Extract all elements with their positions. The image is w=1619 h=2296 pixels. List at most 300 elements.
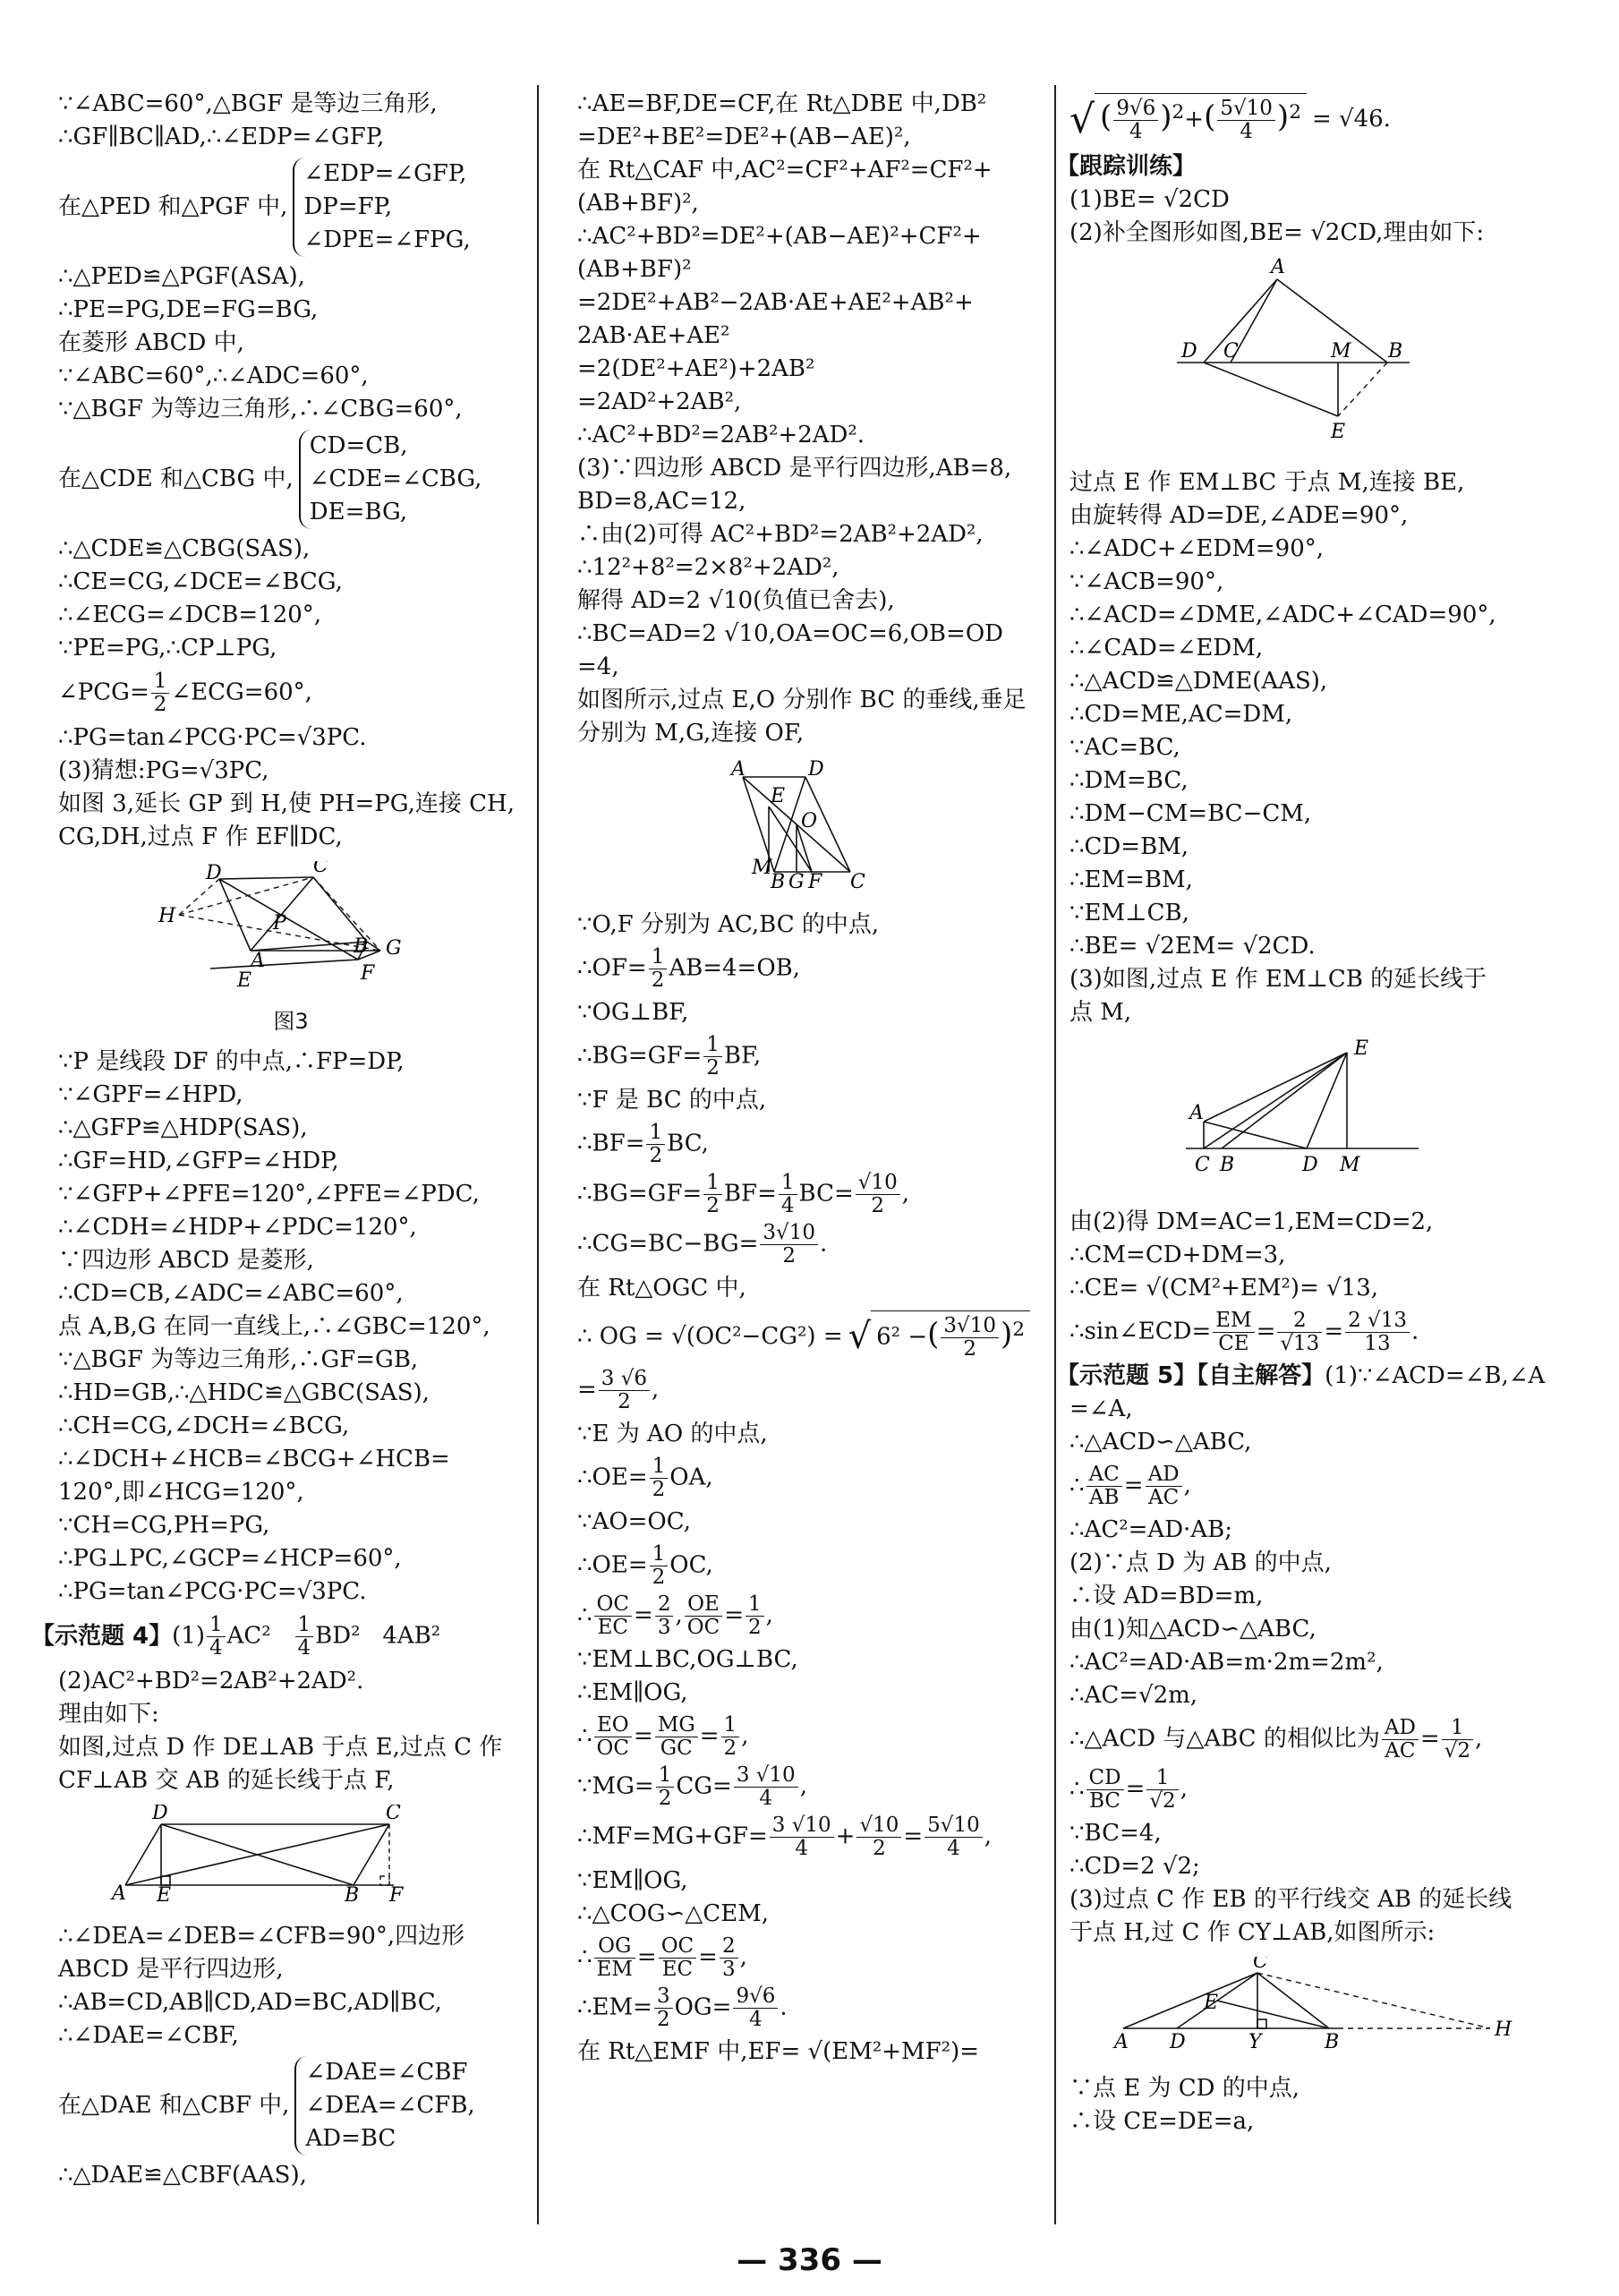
text-line: 解得 AD=2 √10(负值已舍去), xyxy=(577,587,895,614)
text-line: (3)猜想:PG=√3PC, xyxy=(58,757,269,784)
text-line xyxy=(577,1814,1047,1860)
text-line: ∴12²+8²=2×8²+2AD², xyxy=(577,554,839,581)
text-line: ∴∠ACD=∠DME,∠ADC+∠CAD=90°, xyxy=(1069,602,1496,629)
fig8-label: H xyxy=(1495,2019,1512,2042)
text-span: = xyxy=(1324,1318,1344,1345)
fraction-numerator: 1 xyxy=(151,670,170,694)
fig4-label: F xyxy=(389,1884,404,1903)
fig5-label: O xyxy=(801,810,818,832)
text-line: ∵△BGF 为等边三角形,∴∠CBG=60°, xyxy=(58,396,463,422)
fraction-numerator: 5√10 xyxy=(925,1814,983,1838)
fraction-numerator: AD xyxy=(1382,1717,1419,1740)
fraction-numerator: 2 xyxy=(1277,1310,1322,1333)
text-line: ∴AB=CD,AB∥CD,AD=BC,AD∥BC, xyxy=(58,1989,442,2016)
fraction-numerator: OC xyxy=(659,1935,696,1959)
text-line xyxy=(577,1985,1047,2031)
text-line: 如图,过点 D 作 DE⊥AB 于点 E,过点 C 作 xyxy=(58,1734,503,1761)
text-span: ∴ OG = √(OC²−CG²) = xyxy=(577,1322,843,1350)
fraction-numerator: 1 xyxy=(207,1614,226,1637)
text-line xyxy=(1069,1717,1544,1763)
text-line xyxy=(577,1368,1047,1413)
text-span: , xyxy=(901,1180,909,1208)
text-line: ∵EM∥OG, xyxy=(577,1867,688,1895)
fraction-denominator: 4 xyxy=(209,1636,223,1660)
fraction-numerator: 3√10 xyxy=(760,1222,818,1245)
brace-line: ∠DAE=∠CBF xyxy=(305,2059,468,2086)
text-span: , xyxy=(1183,1472,1191,1499)
radicand xyxy=(871,1310,1030,1362)
text-line: ∵F 是 BC 的中点, xyxy=(577,1087,767,1114)
fraction xyxy=(703,1034,722,1080)
text-line: ∴∠DAE=∠CBF, xyxy=(58,2022,239,2049)
text-line: ∴△ACD≌△DME(AAS), xyxy=(1069,668,1328,696)
text-span: ∴BF= xyxy=(577,1130,645,1157)
fraction-denominator: 2 xyxy=(652,1566,666,1590)
fraction-numerator: 1 xyxy=(721,1714,740,1737)
fraction-numerator: √10 xyxy=(856,1172,900,1195)
paren: ( xyxy=(1204,98,1216,135)
fraction xyxy=(646,1122,665,1167)
text-line: (3)过点 C 作 EB 的平行线交 AB 的延长线 xyxy=(1069,1886,1512,1914)
fraction xyxy=(1213,1310,1254,1355)
fraction xyxy=(655,1714,698,1760)
text-line: ∴DM=BC, xyxy=(1069,767,1189,795)
text-line: 于点 H,过 C 作 CY⊥AB,如图所示: xyxy=(1069,1919,1436,1947)
section-heading: 【跟踪训练】 xyxy=(1056,153,1197,181)
text-line: ∴∠DEA=∠DEB=∠CFB=90°,四边形 xyxy=(58,1923,465,1950)
fraction-denominator: 4 xyxy=(749,2008,763,2032)
text-span: OC, xyxy=(669,1551,713,1579)
text-line: =2AD²+2AB², xyxy=(577,388,742,415)
text-line: 过点 E 作 EM⊥BC 于点 M,连接 BE, xyxy=(1069,469,1465,497)
fraction-numerator: 1 xyxy=(746,1593,764,1617)
text-line xyxy=(577,1593,1047,1639)
fraction xyxy=(1217,98,1275,143)
text-line: ∴DM−CM=BC−CM, xyxy=(1069,800,1312,828)
text-line: ∵O,F 分别为 AC,BC 的中点, xyxy=(577,911,880,938)
fig5-label: B xyxy=(771,871,786,892)
text-line: 由(2)得 DM=AC=1,EM=CD=2, xyxy=(1069,1208,1434,1236)
fraction-denominator: 2 xyxy=(706,1056,720,1080)
fraction-denominator: CE xyxy=(1218,1332,1249,1356)
fig3-label: G xyxy=(386,937,402,960)
text-span: = √46. xyxy=(1311,105,1391,132)
page-number: — 336 — xyxy=(737,2242,882,2278)
text-line: ∴BC=AD=2 √10,OA=OC=6,OB=OD xyxy=(577,620,1003,647)
example-tag: 【示范题 4】 xyxy=(31,1622,173,1650)
fig6-label: B xyxy=(1388,340,1403,363)
text-line: ∴AC²+BD²=2AB²+2AD². xyxy=(577,422,865,448)
text-span: , xyxy=(799,1772,807,1800)
text-line: ∵四边形 ABCD 是菱形, xyxy=(58,1247,314,1274)
text-line: ∵BC=4, xyxy=(1069,1820,1162,1848)
text-line: ∴∠CAD=∠EDM, xyxy=(1069,635,1264,662)
text-span: ∴BG=GF= xyxy=(577,1180,703,1208)
fraction-numerator: 3√10 xyxy=(941,1315,999,1338)
paren: ( xyxy=(927,1316,940,1353)
text-line xyxy=(577,1714,1047,1760)
text-line: ∴EM∥OG, xyxy=(577,1679,688,1707)
text-span: , xyxy=(1180,1775,1188,1803)
fraction-denominator: 4 xyxy=(1129,120,1143,144)
fraction-numerator: 3 xyxy=(654,1985,673,2009)
fig8-label: E xyxy=(1204,1992,1219,2015)
fig7-label: B xyxy=(1220,1154,1235,1177)
text-span: , xyxy=(741,1722,749,1750)
text-line: ∵OG⊥BF, xyxy=(577,999,689,1026)
radicand xyxy=(1095,93,1307,145)
fraction xyxy=(734,1764,798,1810)
text-span: ∴MF=MG+GF= xyxy=(577,1822,768,1850)
fraction-numerator: 9√6 xyxy=(1113,98,1158,121)
text-span: AC² xyxy=(226,1622,271,1650)
text-span: = xyxy=(698,1943,718,1971)
fig3-label: C xyxy=(313,861,328,877)
text-span: , xyxy=(675,1601,683,1629)
fraction-denominator: 2 xyxy=(706,1194,720,1217)
fig5-label: D xyxy=(808,758,824,781)
fraction xyxy=(599,1368,650,1413)
fig8-label: B xyxy=(1325,2031,1340,2054)
text-line: 点 A,B,G 在同一直线上,∴∠GBC=120°, xyxy=(58,1313,490,1340)
fig7-label: E xyxy=(1354,1037,1369,1061)
fraction xyxy=(594,1935,635,1981)
fig4-label: A xyxy=(112,1882,126,1903)
text-span: ∠PCG= xyxy=(58,679,149,706)
text-span: 6² − xyxy=(876,1323,928,1351)
text-span: ∴CG=BC−BG= xyxy=(577,1230,759,1258)
text-span: , xyxy=(652,1376,660,1404)
text-line: ∴CD=ME,AC=DM, xyxy=(1069,701,1293,729)
fig6-label: A xyxy=(1271,257,1285,279)
text-line xyxy=(577,1122,1047,1167)
text-line: ∴∠CDH=∠HDP+∠PDC=120°, xyxy=(58,1214,417,1241)
text-line: ∴△COG∽△CEM, xyxy=(577,1900,770,1928)
fraction-numerator: 2 √13 xyxy=(1345,1310,1410,1333)
text-span: , xyxy=(1475,1725,1483,1753)
fraction xyxy=(746,1593,764,1639)
fig3-label: E xyxy=(237,969,252,992)
text-line: 如图所示,过点 E,O 分别作 BC 的垂线,垂足 xyxy=(577,687,1027,713)
fraction-denominator: 4 xyxy=(759,1787,773,1811)
text-span: ∠ECG=60°, xyxy=(171,679,312,706)
fraction-denominator: 2 xyxy=(782,1244,796,1267)
text-line: ∵P 是线段 DF 的中点,∴FP=DP, xyxy=(58,1048,405,1075)
text-line: 在菱形 ABCD 中, xyxy=(58,329,244,356)
paren: ) xyxy=(1160,98,1172,135)
text-span: ∴EM= xyxy=(577,1993,652,2021)
fig8-label: C xyxy=(1253,1957,1268,1974)
fraction xyxy=(720,1935,738,1981)
fraction xyxy=(594,1714,632,1760)
condition-brace xyxy=(58,158,524,257)
example-4-heading xyxy=(31,1613,524,1660)
text-line: ∴CM=CD+DM=3, xyxy=(1069,1242,1286,1269)
fig7-label: C xyxy=(1195,1154,1210,1177)
text-line: (3)∵四边形 ABCD 是平行四边形,AB=8, xyxy=(577,455,1012,482)
text-line: =DE²+BE²=DE²+(AB−AE)², xyxy=(577,124,911,150)
text-span: (1) xyxy=(172,1622,205,1650)
text-span: = xyxy=(636,1943,657,1971)
text-line: (2)∵点 D 为 AB 的中点, xyxy=(1069,1549,1332,1577)
text-line: 如图 3,延长 GP 到 H,使 PH=PG,连接 CH, xyxy=(58,790,515,817)
text-line xyxy=(577,1172,1047,1217)
text-line: ∵AO=OC, xyxy=(577,1508,691,1536)
text-line: 在 Rt△CAF 中,AC²=CF²+AF²=CF²+ xyxy=(577,157,993,184)
text-span: ∴sin∠ECD= xyxy=(1069,1318,1212,1345)
fraction-numerator: 2 xyxy=(655,1593,674,1617)
figure-6 xyxy=(1069,257,1544,459)
fig7-label: D xyxy=(1302,1154,1318,1177)
fraction xyxy=(1382,1717,1419,1763)
fig5-label: C xyxy=(850,871,865,892)
text-span: ∴OE= xyxy=(577,1464,648,1491)
text-span: = xyxy=(1419,1725,1440,1753)
text-line: ∴AC²=AD·AB; xyxy=(1069,1516,1232,1544)
fraction-numerator: MG xyxy=(655,1714,698,1737)
fraction-numerator: 1 xyxy=(703,1034,722,1057)
text-line: 120°,即∠HCG=120°, xyxy=(58,1479,304,1506)
text-line xyxy=(1069,1767,1544,1813)
text-line: ∵∠ABC=60°,∴∠ADC=60°, xyxy=(58,363,369,389)
text-line: ∴△CDE≌△CBG(SAS), xyxy=(58,535,311,562)
figure-parallelogram-4 xyxy=(58,1805,524,1913)
fraction-numerator: 3 √10 xyxy=(770,1814,834,1838)
text-line: BD=8,AC=12, xyxy=(577,488,746,515)
text-line xyxy=(577,1222,1047,1267)
text-line: ∴PE=PG,DE=FG=BG, xyxy=(58,296,319,323)
text-span: . xyxy=(819,1230,828,1258)
text-line: 在△DAE 和△CBF 中, xyxy=(58,2092,290,2119)
text-span: . xyxy=(780,1993,788,2021)
fig5-label: A xyxy=(731,758,746,781)
exponent: 2 xyxy=(1012,1319,1026,1341)
fig3-label: A xyxy=(251,950,265,972)
fraction xyxy=(685,1593,722,1639)
fig3-label: P xyxy=(273,912,286,935)
fig7-label: M xyxy=(1340,1154,1360,1177)
figure-7-diagram xyxy=(1069,1037,1544,1189)
fraction-numerator: √10 xyxy=(856,1814,901,1838)
text-line: 点 M, xyxy=(1069,999,1132,1027)
fraction-numerator: 3 √10 xyxy=(734,1764,798,1788)
brace-line: ∠DPE=∠FPG, xyxy=(303,226,471,253)
fraction-denominator: EM xyxy=(596,1958,633,1982)
text-span: ∴OF= xyxy=(577,954,647,982)
text-line xyxy=(577,1034,1047,1080)
text-span: ∵MG= xyxy=(577,1772,654,1800)
brace-line: ∠DEA=∠CFB, xyxy=(305,2092,475,2119)
fig8-label: D xyxy=(1170,2031,1186,2054)
fraction-numerator: 1 xyxy=(649,946,668,969)
text-span: (1)∵∠ACD=∠B,∠A xyxy=(1325,1362,1546,1390)
text-line: ∴PG⊥PC,∠GCP=∠HCP=60°, xyxy=(58,1545,402,1572)
fraction-numerator: 1 xyxy=(656,1764,675,1788)
text-span: OG= xyxy=(674,1993,732,2021)
condition-brace xyxy=(58,430,524,529)
text-span: BC= xyxy=(798,1180,854,1208)
figure-7 xyxy=(1069,1037,1544,1199)
fraction-numerator: 1 xyxy=(779,1172,797,1195)
fig5-label: E xyxy=(771,785,786,807)
text-line: ∴△GFP≌△HDP(SAS), xyxy=(58,1114,308,1141)
fraction xyxy=(594,1593,632,1639)
text-span: BD² xyxy=(315,1622,361,1650)
text-line: (2)AC²+BD²=2AB²+2AD². xyxy=(58,1668,364,1694)
text-span: ∴△ACD 与△ABC 的相似比为 xyxy=(1069,1725,1380,1753)
text-span: + xyxy=(1184,106,1205,133)
fig8-label: A xyxy=(1114,2031,1129,2054)
fraction-denominator: AC xyxy=(1385,1739,1416,1763)
fig5-label: F xyxy=(808,871,822,892)
text-line xyxy=(577,1764,1047,1810)
fraction-numerator: OG xyxy=(594,1935,635,1959)
fraction xyxy=(1113,98,1158,143)
fig4-label: C xyxy=(386,1805,401,1824)
text-line: ∵∠GFP+∠PFE=120°,∠PFE=∠PDC, xyxy=(58,1181,480,1208)
text-line xyxy=(577,1543,1047,1589)
brace-line: AD=BC xyxy=(305,2125,396,2152)
fraction-denominator: EC xyxy=(661,1958,694,1982)
fraction xyxy=(779,1172,797,1217)
text-line: (3)如图,过点 E 作 EM⊥CB 的延长线于 xyxy=(1069,966,1487,994)
fraction xyxy=(649,946,668,992)
fraction-numerator: AC xyxy=(1086,1464,1122,1487)
text-line: ∴BE= √2EM= √2CD. xyxy=(1069,933,1316,960)
text-line: ∵EM⊥CB, xyxy=(1069,900,1189,927)
text-line: 2AB·AE+AE² xyxy=(577,322,730,349)
fraction-denominator: 2 xyxy=(656,2008,670,2032)
text-line: =4, xyxy=(577,653,619,680)
text-span: ∴ xyxy=(1069,1472,1085,1499)
brace-line: ∠CDE=∠CBG, xyxy=(309,465,482,492)
fraction-numerator: OE xyxy=(685,1593,722,1617)
text-line: (2)补全图形如图,BE= √2CD,理由如下: xyxy=(1069,219,1485,247)
text-span: BC, xyxy=(667,1130,709,1157)
radical-sign: √ xyxy=(1069,96,1095,142)
text-span: = xyxy=(724,1601,744,1629)
text-line: ∴设 CE=DE=a, xyxy=(1069,2108,1255,2136)
text-line: ∴CD=CB,∠ADC=∠ABC=60°, xyxy=(58,1280,404,1307)
text-span: BF, xyxy=(723,1042,762,1070)
text-line: ∴△DAE≌△CBF(AAS), xyxy=(58,2162,307,2189)
fraction xyxy=(655,1593,674,1639)
text-line: ∴AE=BF,DE=CF,在 Rt△DBE 中,DB² xyxy=(577,90,987,117)
text-span: = xyxy=(1125,1775,1146,1803)
figure-3 xyxy=(58,861,524,1038)
fraction-denominator: 4 xyxy=(780,1194,795,1217)
fraction-denominator: 2 xyxy=(747,1616,762,1640)
text-line: ∴PG=tan∠PCG·PC=√3PC. xyxy=(58,724,367,751)
fraction-denominator: GC xyxy=(660,1737,693,1761)
fraction-numerator: 1 xyxy=(703,1172,722,1195)
text-line: ∵PE=PG,∴CP⊥PG, xyxy=(58,635,277,661)
fig3-label: D xyxy=(206,862,222,884)
text-span: ∴BG=GF= xyxy=(577,1042,703,1070)
text-span: ∴ xyxy=(577,1722,592,1750)
fraction-numerator: 1 xyxy=(1442,1717,1473,1740)
text-line: ∴CE=CG,∠DCE=∠BCG, xyxy=(58,568,343,595)
fraction-denominator: 3 xyxy=(657,1616,671,1640)
fraction-numerator: OC xyxy=(594,1593,632,1617)
text-line: ∴△ACD∽△ABC, xyxy=(1069,1429,1252,1456)
figure-8-diagram xyxy=(1069,1957,1544,2055)
text-span: , xyxy=(984,1822,992,1850)
fraction-denominator: 2 xyxy=(649,1144,663,1167)
fraction xyxy=(151,670,170,716)
fraction-denominator: AB xyxy=(1088,1486,1120,1510)
fraction-numerator: AD xyxy=(1146,1464,1182,1487)
text-line: (AB+BF)², xyxy=(577,190,699,217)
fraction xyxy=(721,1714,740,1760)
text-line: ∴CD=BM, xyxy=(1069,833,1189,861)
text-line: ∵△BGF 为等边三角形,∴GF=GB, xyxy=(58,1346,419,1373)
column-3 xyxy=(1056,88,1546,2138)
text-span: = xyxy=(1256,1318,1276,1345)
text-span: ∴OE= xyxy=(577,1551,648,1579)
fraction-numerator: 3 √6 xyxy=(599,1368,650,1391)
figure-5-diagram xyxy=(577,757,1047,892)
text-line: ∴AC²=AD·AB=m·2m=2m², xyxy=(1069,1649,1384,1677)
fraction-denominator: 2 xyxy=(873,1837,886,1861)
text-span: . xyxy=(1410,1318,1419,1345)
fraction-numerator: 1 xyxy=(1146,1767,1178,1790)
fraction xyxy=(733,1985,778,2031)
fraction-denominator: EC xyxy=(597,1616,628,1640)
column-2 xyxy=(577,88,1047,2069)
exponent: 2 xyxy=(1289,101,1301,124)
condition-brace xyxy=(58,2056,524,2155)
text-line: ∵AC=BC, xyxy=(1069,734,1180,762)
text-line: ∴GF=HD,∠GFP=∠HDP, xyxy=(58,1148,339,1174)
text-line: ∴CH=CG,∠DCH=∠BCG, xyxy=(58,1413,350,1439)
fraction xyxy=(650,1455,669,1501)
fraction-numerator: 2 xyxy=(720,1935,738,1959)
fig6-label: C xyxy=(1223,340,1239,363)
fig4-label: B xyxy=(345,1884,360,1903)
text-line: 在 Rt△EMF 中,EF= √(EM²+MF²)= xyxy=(577,2038,980,2066)
text-line: 由(1)知△ACD∽△ABC, xyxy=(1069,1616,1317,1643)
fig4-label: E xyxy=(157,1884,172,1903)
fraction xyxy=(659,1935,696,1981)
text-line: ∴HD=GB,∴△HDC≌△GBC(SAS), xyxy=(58,1379,430,1406)
text-line: CG,DH,过点 F 作 EF∥DC, xyxy=(58,824,343,850)
fig5-label: M xyxy=(752,857,772,879)
fig6-label: E xyxy=(1331,421,1346,444)
fraction-denominator: 4 xyxy=(795,1837,809,1861)
brace-line: CD=CB, xyxy=(309,432,408,459)
fraction-denominator: 2 xyxy=(658,1787,672,1811)
text-line: ∴CD=2 √2; xyxy=(1069,1853,1200,1881)
fraction xyxy=(925,1814,983,1860)
fig4-label: D xyxy=(152,1805,168,1824)
paren: ) xyxy=(1276,98,1290,135)
fraction xyxy=(1086,1464,1122,1509)
fig3-label: H xyxy=(158,905,176,927)
brace-line: DP=FP, xyxy=(303,193,393,220)
text-line: ∵CH=CG,PH=PG, xyxy=(58,1512,270,1539)
text-line xyxy=(577,946,1047,992)
text-span: ∴ xyxy=(577,1601,592,1629)
example-5-heading xyxy=(1056,1360,1544,1393)
fraction-numerator: 1 xyxy=(650,1543,669,1566)
fraction-denominator: √2 xyxy=(1149,1789,1176,1814)
radical-sign: √ xyxy=(848,1315,872,1357)
text-span: + xyxy=(835,1822,856,1850)
fraction xyxy=(207,1614,226,1660)
fraction-numerator: 1 xyxy=(646,1122,665,1145)
fraction-denominator: 2 xyxy=(153,693,167,716)
